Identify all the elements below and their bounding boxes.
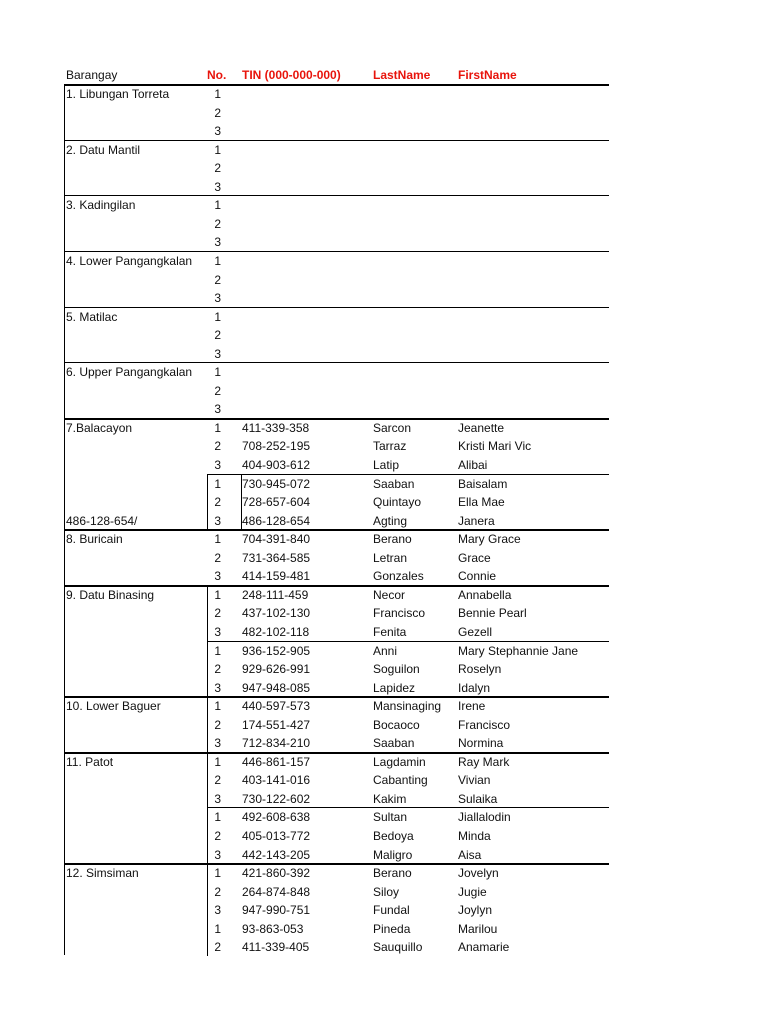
row-number: 3 xyxy=(214,235,221,250)
lastname-cell: Pineda xyxy=(373,921,411,936)
row-number: 1 xyxy=(214,253,221,268)
lastname-cell: Sarcon xyxy=(373,420,412,435)
header-tin: TIN (000-000-000) xyxy=(242,68,341,82)
row-number: 3 xyxy=(214,569,221,584)
firstname-cell: Joylyn xyxy=(458,903,493,918)
lastname-cell: Gonzales xyxy=(373,569,424,584)
lastname-cell: Lapidez xyxy=(373,680,416,695)
row-number: 3 xyxy=(214,847,221,862)
firstname-cell: Irene xyxy=(458,699,486,714)
tin-cell: 730-945-072 xyxy=(242,476,311,491)
barangay-name: 4. Lower Pangangkalan xyxy=(66,253,193,268)
tin-cell: 405-013-772 xyxy=(242,829,311,843)
row-number: 1 xyxy=(214,365,221,380)
tin-cell: 440-597-573 xyxy=(242,699,311,714)
column-divider xyxy=(207,585,208,696)
barangay-name: 10. Lower Baguer xyxy=(66,699,161,714)
lastname-cell: Necor xyxy=(373,587,406,602)
tin-cell: 731-364-585 xyxy=(242,550,311,565)
header-no: No. xyxy=(207,68,227,82)
row-divider xyxy=(64,307,609,308)
row-number: 1 xyxy=(214,587,221,602)
row-divider xyxy=(207,641,609,642)
barangay-name: 6. Upper Pangangkalan xyxy=(66,365,193,380)
row-number: 1 xyxy=(214,198,221,213)
row-divider xyxy=(64,529,609,531)
firstname-cell: Minda xyxy=(458,829,491,843)
row-number: 1 xyxy=(214,420,221,435)
firstname-cell: Ella Mae xyxy=(458,495,505,510)
firstname-cell: Kristi Mari Vic xyxy=(458,439,532,454)
tin-cell: 442-143-205 xyxy=(242,847,311,862)
lastname-cell: Fenita xyxy=(373,624,407,639)
tin-cell: 704-391-840 xyxy=(242,532,311,547)
firstname-cell: Aisa xyxy=(458,847,482,862)
tin-cell: 492-608-638 xyxy=(242,810,311,825)
firstname-cell: Ray Mark xyxy=(458,754,510,769)
firstname-cell: Bennie Pearl xyxy=(458,606,527,621)
tin-cell: 482-102-118 xyxy=(242,624,310,639)
row-number: 2 xyxy=(214,940,221,955)
column-divider xyxy=(207,752,208,863)
row-number: 2 xyxy=(214,884,221,899)
tin-cell: 174-551-427 xyxy=(242,717,311,732)
row-number: 3 xyxy=(214,513,221,528)
row-divider xyxy=(64,140,609,141)
barangay-name: 11. Patot xyxy=(66,754,114,769)
tin-cell: 712-834-210 xyxy=(242,736,311,751)
row-number: 1 xyxy=(214,754,221,769)
barangay-note: 486-128-654/ xyxy=(66,513,138,528)
tin-cell: 411-339-405 xyxy=(242,940,310,955)
header-lastname: LastName xyxy=(373,68,431,82)
firstname-cell: Normina xyxy=(458,736,504,751)
row-number: 3 xyxy=(214,179,221,194)
tin-cell: 414-159-481 xyxy=(242,569,311,584)
row-number: 3 xyxy=(214,736,221,751)
lastname-cell: Bedoya xyxy=(373,829,414,843)
lastname-cell: Maligro xyxy=(373,847,413,862)
row-number: 2 xyxy=(214,717,221,732)
barangay-name: 5. Matilac xyxy=(66,309,118,324)
firstname-cell: Sulaika xyxy=(458,791,498,806)
barangay-name: 8. Buricain xyxy=(66,532,123,547)
firstname-cell: Francisco xyxy=(458,717,511,732)
barangay-name: 12. Simsiman xyxy=(66,866,139,881)
barangay-name: 1. Libungan Torreta xyxy=(66,87,170,101)
tin-cell: 730-122-602 xyxy=(242,791,311,806)
firstname-cell: Gezell xyxy=(458,624,493,639)
row-number: 2 xyxy=(214,439,221,454)
row-number: 1 xyxy=(214,309,221,324)
row-number: 3 xyxy=(214,624,221,639)
row-divider xyxy=(64,585,609,587)
row-number: 1 xyxy=(214,921,221,936)
lastname-cell: Francisco xyxy=(373,606,426,621)
tin-cell: 947-948-085 xyxy=(242,680,311,695)
lastname-cell: Anni xyxy=(373,643,398,658)
row-number: 2 xyxy=(214,662,221,677)
barangay-name: 9. Datu Binasing xyxy=(66,587,155,602)
row-number: 2 xyxy=(214,216,221,231)
lastname-cell: Saaban xyxy=(373,736,415,751)
row-number: 3 xyxy=(214,791,221,806)
lastname-cell: Cabanting xyxy=(373,773,428,788)
firstname-cell: Jugie xyxy=(458,884,487,899)
row-number: 1 xyxy=(214,87,221,101)
tin-cell: 93-863-053 xyxy=(242,921,304,936)
row-number: 1 xyxy=(214,532,221,547)
tin-cell: 404-903-612 xyxy=(242,458,311,472)
row-number: 2 xyxy=(214,328,221,343)
tin-cell: 728-657-604 xyxy=(242,495,311,510)
lastname-cell: Siloy xyxy=(373,884,400,899)
tin-cell: 446-861-157 xyxy=(242,754,311,769)
firstname-cell: Marilou xyxy=(458,921,498,936)
column-divider xyxy=(64,84,65,955)
barangay-name: 7.Balacayon xyxy=(66,420,133,435)
row-divider xyxy=(64,863,609,865)
row-divider xyxy=(207,807,609,808)
row-number: 2 xyxy=(214,161,221,176)
lastname-cell: Berano xyxy=(373,866,412,881)
tin-cell: 437-102-130 xyxy=(242,606,311,621)
tin-cell: 248-111-459 xyxy=(242,587,309,602)
row-divider xyxy=(64,418,609,420)
row-divider xyxy=(64,752,609,754)
firstname-cell: Jeanette xyxy=(458,420,505,435)
column-divider xyxy=(207,863,208,956)
row-number: 2 xyxy=(214,383,221,398)
lastname-cell: Agting xyxy=(373,513,408,528)
firstname-cell: Anamarie xyxy=(458,940,510,955)
firstname-cell: Alibai xyxy=(458,458,488,472)
firstname-cell: Jovelyn xyxy=(458,866,499,881)
lastname-cell: Mansinaging xyxy=(373,699,442,714)
barangay-name: 3. Kadingilan xyxy=(66,198,136,213)
column-divider xyxy=(207,696,208,752)
row-divider xyxy=(64,251,609,252)
lastname-cell: Quintayo xyxy=(373,495,422,510)
firstname-cell: Janera xyxy=(458,513,495,528)
tin-cell: 947-990-751 xyxy=(242,903,311,918)
row-number: 2 xyxy=(214,606,221,621)
tin-cell: 929-626-991 xyxy=(242,662,311,677)
firstname-cell: Idalyn xyxy=(458,680,491,695)
firstname-cell: Mary Stephannie Jane xyxy=(458,643,579,658)
column-divider xyxy=(207,474,208,530)
lastname-cell: Sauquillo xyxy=(373,940,423,955)
row-number: 3 xyxy=(214,458,221,472)
lastname-cell: Soguilon xyxy=(373,662,420,677)
firstname-cell: Connie xyxy=(458,569,497,584)
tin-cell: 403-141-016 xyxy=(242,773,311,788)
lastname-cell: Saaban xyxy=(373,476,415,491)
firstname-cell: Grace xyxy=(458,550,491,565)
tin-cell: 708-252-195 xyxy=(242,439,311,454)
lastname-cell: Fundal xyxy=(373,903,410,918)
row-number: 2 xyxy=(214,495,221,510)
lastname-cell: Latip xyxy=(373,458,400,472)
lastname-cell: Lagdamin xyxy=(373,754,426,769)
row-number: 3 xyxy=(214,124,221,139)
lastname-cell: Tarraz xyxy=(373,439,407,454)
firstname-cell: Roselyn xyxy=(458,662,502,677)
row-number: 2 xyxy=(214,773,221,788)
row-number: 3 xyxy=(214,903,221,918)
lastname-cell: Bocaoco xyxy=(373,717,420,732)
barangay-name: 2. Datu Mantil xyxy=(66,142,141,157)
row-number: 3 xyxy=(214,346,221,361)
lastname-cell: Sultan xyxy=(373,810,408,825)
firstname-cell: Vivian xyxy=(458,773,491,788)
row-number: 3 xyxy=(214,291,221,306)
column-divider xyxy=(241,474,242,530)
tin-cell: 421-860-392 xyxy=(242,866,311,881)
row-number: 1 xyxy=(214,142,221,157)
lastname-cell: Letran xyxy=(373,550,408,565)
row-number: 2 xyxy=(214,105,221,120)
row-number: 1 xyxy=(214,643,221,658)
row-divider xyxy=(64,84,609,86)
row-number: 1 xyxy=(214,699,221,714)
row-divider xyxy=(64,696,609,698)
row-divider xyxy=(207,474,609,475)
tin-cell: 936-152-905 xyxy=(242,643,311,658)
tin-cell: 486-128-654 xyxy=(242,513,311,528)
row-number: 1 xyxy=(214,476,221,491)
row-number: 1 xyxy=(214,810,221,825)
row-number: 2 xyxy=(214,829,221,843)
row-divider xyxy=(64,362,609,363)
header-barangay: Barangay xyxy=(66,68,118,82)
row-number: 2 xyxy=(214,550,221,565)
row-divider xyxy=(64,195,609,196)
firstname-cell: Annabella xyxy=(458,587,512,602)
row-number: 3 xyxy=(214,402,221,417)
firstname-cell: Baisalam xyxy=(458,476,508,491)
lastname-cell: Berano xyxy=(373,532,412,547)
row-number: 2 xyxy=(214,272,221,287)
row-number: 3 xyxy=(214,680,221,695)
header-firstname: FirstName xyxy=(458,68,517,82)
row-number: 1 xyxy=(214,866,221,881)
tin-cell: 411-339-358 xyxy=(242,420,310,435)
lastname-cell: Kakim xyxy=(373,791,407,806)
tin-cell: 264-874-848 xyxy=(242,884,311,899)
firstname-cell: Mary Grace xyxy=(458,532,521,547)
firstname-cell: Jiallalodin xyxy=(458,810,511,825)
